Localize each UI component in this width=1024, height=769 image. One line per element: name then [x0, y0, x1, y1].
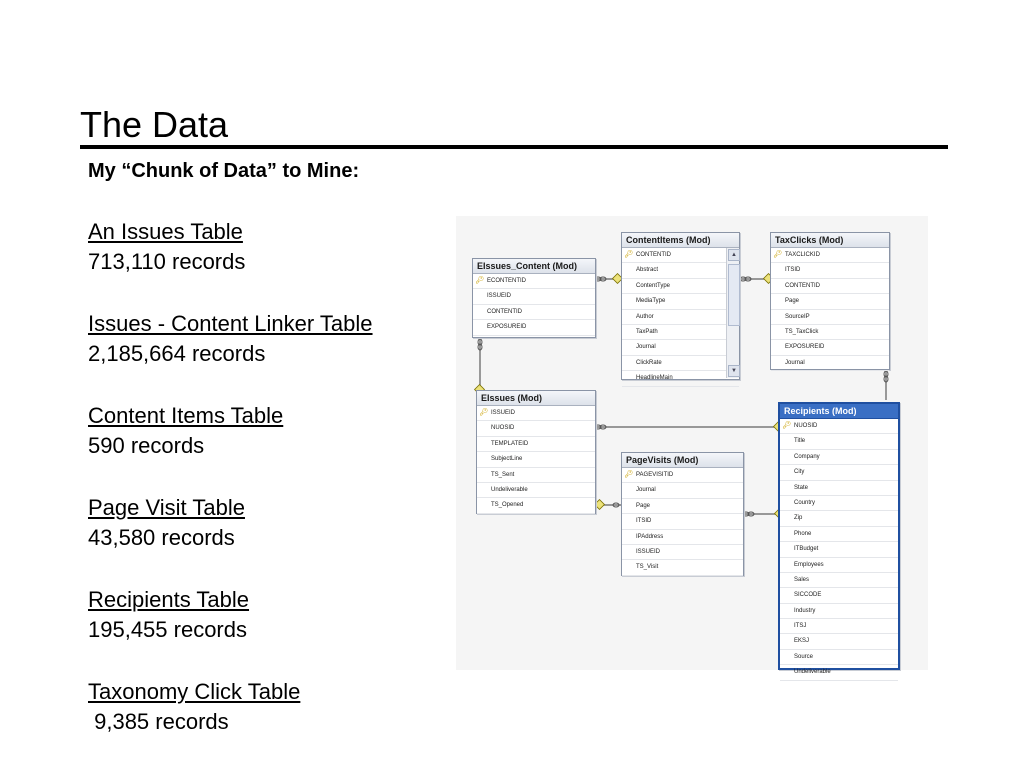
column-name: ITSID [636, 518, 652, 525]
column-row[interactable] [622, 499, 743, 514]
key-end-marker [595, 500, 605, 510]
column-row[interactable] [771, 294, 889, 309]
key-icon: 🔑︎ [475, 277, 485, 284]
column-name: EXPOSUREID [785, 344, 825, 351]
entity-columns [622, 248, 739, 382]
column-row[interactable] [771, 356, 889, 371]
column-row[interactable] [780, 542, 898, 557]
column-name: ITBudget [794, 546, 819, 553]
column-row[interactable] [622, 545, 743, 560]
entity-title: Recipients (Mod) [780, 404, 898, 419]
column-name: Title [794, 438, 806, 445]
column-name: Journal [636, 487, 656, 494]
column-row[interactable] [477, 406, 595, 421]
entity-recipients[interactable] [778, 402, 900, 676]
column-row[interactable] [477, 483, 595, 498]
key-icon: 🔑︎ [624, 471, 634, 478]
scroll-thumb[interactable] [728, 264, 740, 326]
column-row[interactable] [780, 511, 898, 526]
column-name: HeadlineMain [636, 375, 673, 382]
table-list [88, 217, 448, 769]
column-row[interactable] [780, 527, 898, 542]
column-row[interactable] [771, 279, 889, 294]
column-row[interactable] [780, 650, 898, 665]
slide-subtitle: My “Chunk of Data” to Mine: [88, 160, 360, 182]
column-name: TS_TaxClick [785, 328, 819, 335]
entity-eissues-content[interactable] [472, 258, 596, 338]
table-entry-issues [88, 217, 448, 309]
column-row[interactable] [622, 340, 739, 355]
column-name: SubjectLine [491, 456, 523, 463]
column-name: TEMPLATEID [491, 440, 529, 447]
key-icon: 🔑︎ [782, 422, 792, 429]
table-entry-recipients [88, 585, 448, 677]
column-row[interactable] [477, 421, 595, 436]
table-record-count: 590 records [88, 433, 205, 458]
column-name: Page [636, 502, 651, 509]
column-name: ClickRate [636, 359, 662, 366]
entity-title: ContentItems (Mod) [622, 233, 739, 248]
column-row[interactable] [622, 371, 739, 386]
column-row[interactable] [473, 320, 595, 335]
column-row[interactable] [780, 481, 898, 496]
column-row[interactable] [780, 496, 898, 511]
table-record-count: 43,580 records [88, 525, 235, 550]
column-row[interactable] [622, 560, 743, 575]
column-name: CONTENTID [785, 282, 820, 289]
column-name: TS_Sent [491, 471, 515, 478]
key-icon: 🔑︎ [773, 251, 783, 258]
column-name: ContentType [636, 282, 671, 289]
column-name: ISSUEID [636, 548, 661, 555]
table-name: Recipients Table [88, 587, 250, 612]
column-row[interactable] [780, 434, 898, 449]
column-name: SourceIP [785, 313, 810, 320]
table-record-count: 9,385 records [88, 709, 229, 734]
column-name: ITSID [785, 267, 801, 274]
column-name: TS_Visit [636, 564, 659, 571]
scroll-down-icon[interactable]: ▼ [728, 365, 740, 377]
entity-tax-clicks[interactable] [770, 232, 890, 370]
column-row[interactable] [622, 263, 739, 278]
column-row[interactable] [771, 340, 889, 355]
column-row[interactable] [780, 588, 898, 603]
column-name: ISSUEID [487, 293, 512, 300]
entity-columns [780, 419, 898, 681]
column-row[interactable] [622, 294, 739, 309]
column-name: Country [794, 499, 816, 506]
database-diagram [456, 216, 928, 676]
column-row[interactable] [780, 558, 898, 573]
column-row[interactable] [622, 514, 743, 529]
column-name: SICCODE [794, 592, 822, 599]
column-row[interactable] [622, 483, 743, 498]
column-name: Industry [794, 607, 816, 614]
column-scrollbar[interactable] [726, 248, 739, 378]
column-name: MediaType [636, 298, 666, 305]
column-row[interactable] [780, 634, 898, 649]
column-name: Abstract [636, 267, 659, 274]
entity-columns [473, 274, 595, 336]
column-row[interactable] [780, 450, 898, 465]
column-row[interactable] [477, 468, 595, 483]
column-row[interactable] [780, 604, 898, 619]
table-record-count: 2,185,664 records [88, 341, 266, 366]
column-name: Journal [636, 344, 656, 351]
column-row[interactable] [622, 468, 743, 483]
column-row[interactable] [473, 289, 595, 304]
entity-title: EIssues_Content (Mod) [473, 259, 595, 274]
column-name: Undeliverable [491, 486, 528, 493]
column-row[interactable] [622, 325, 739, 340]
scroll-up-icon[interactable]: ▲ [728, 249, 740, 261]
column-row[interactable] [771, 248, 889, 263]
table-name: Taxonomy Click Table [88, 679, 301, 704]
column-name: EXPOSUREID [487, 324, 527, 331]
entity-eissues[interactable] [476, 390, 596, 514]
column-row[interactable] [780, 665, 898, 680]
column-name: City [794, 469, 805, 476]
slide-title: The Data [80, 104, 229, 145]
column-name: ECONTENTID [487, 278, 526, 284]
table-name: An Issues Table [88, 219, 243, 244]
column-row[interactable] [622, 310, 739, 325]
column-row[interactable] [473, 305, 595, 320]
column-name: NUOSID [794, 423, 818, 429]
table-entry-issues-content-linker [88, 309, 448, 401]
column-name: CONTENTID [487, 308, 522, 315]
column-name: Journal [785, 359, 805, 366]
entity-columns [771, 248, 889, 371]
column-name: Undeliverable [794, 669, 831, 676]
column-name: ISSUEID [491, 410, 516, 416]
title-underline [80, 145, 948, 149]
column-name: NUOSID [491, 425, 515, 432]
column-row[interactable] [477, 452, 595, 467]
column-name: PAGEVISITID [636, 472, 674, 478]
column-name: IPAddress [636, 533, 664, 540]
table-record-count: 713,110 records [88, 249, 246, 274]
column-name: EKSJ [794, 638, 810, 645]
column-name: Phone [794, 530, 812, 537]
column-row[interactable] [771, 325, 889, 340]
column-row[interactable] [477, 498, 595, 513]
column-name: Zip [794, 515, 803, 522]
entity-content-items[interactable] [621, 232, 740, 380]
column-name: Source [794, 653, 814, 660]
table-record-count: 195,455 records [88, 617, 247, 642]
entity-page-visits[interactable] [621, 452, 744, 576]
column-name: Page [785, 298, 800, 305]
entity-columns [622, 468, 743, 576]
entity-columns [477, 406, 595, 514]
table-entry-page-visit [88, 493, 448, 585]
column-row[interactable] [771, 263, 889, 278]
column-row[interactable] [622, 248, 739, 263]
column-name: State [794, 484, 809, 491]
column-row[interactable] [477, 437, 595, 452]
column-row[interactable] [780, 465, 898, 480]
column-row[interactable] [780, 419, 898, 434]
column-row[interactable] [622, 279, 739, 294]
column-row[interactable] [473, 274, 595, 289]
column-row[interactable] [780, 619, 898, 634]
entity-title: PageVisits (Mod) [622, 453, 743, 468]
column-name: TS_Opened [491, 502, 524, 509]
column-name: TaxPath [636, 328, 658, 335]
entity-title: TaxClicks (Mod) [771, 233, 889, 248]
key-icon: 🔑︎ [624, 251, 634, 258]
column-name: CONTENTID [636, 252, 671, 258]
column-row[interactable] [622, 356, 739, 371]
column-row[interactable] [622, 530, 743, 545]
table-name: Content Items Table [88, 403, 284, 428]
table-name: Page Visit Table [88, 495, 245, 520]
column-row[interactable] [771, 310, 889, 325]
column-name: TAXCLICKID [785, 252, 820, 258]
column-name: Author [636, 313, 654, 320]
column-row[interactable] [780, 573, 898, 588]
key-icon: 🔑︎ [479, 409, 489, 416]
column-name: Employees [794, 561, 824, 568]
column-name: Company [794, 453, 820, 460]
column-name: ITSJ [794, 623, 807, 630]
table-entry-taxonomy-click [88, 677, 448, 769]
table-entry-content-items [88, 401, 448, 493]
table-name: Issues - Content Linker Table [88, 311, 373, 336]
entity-title: EIssues (Mod) [477, 391, 595, 406]
column-name: Sales [794, 576, 810, 583]
